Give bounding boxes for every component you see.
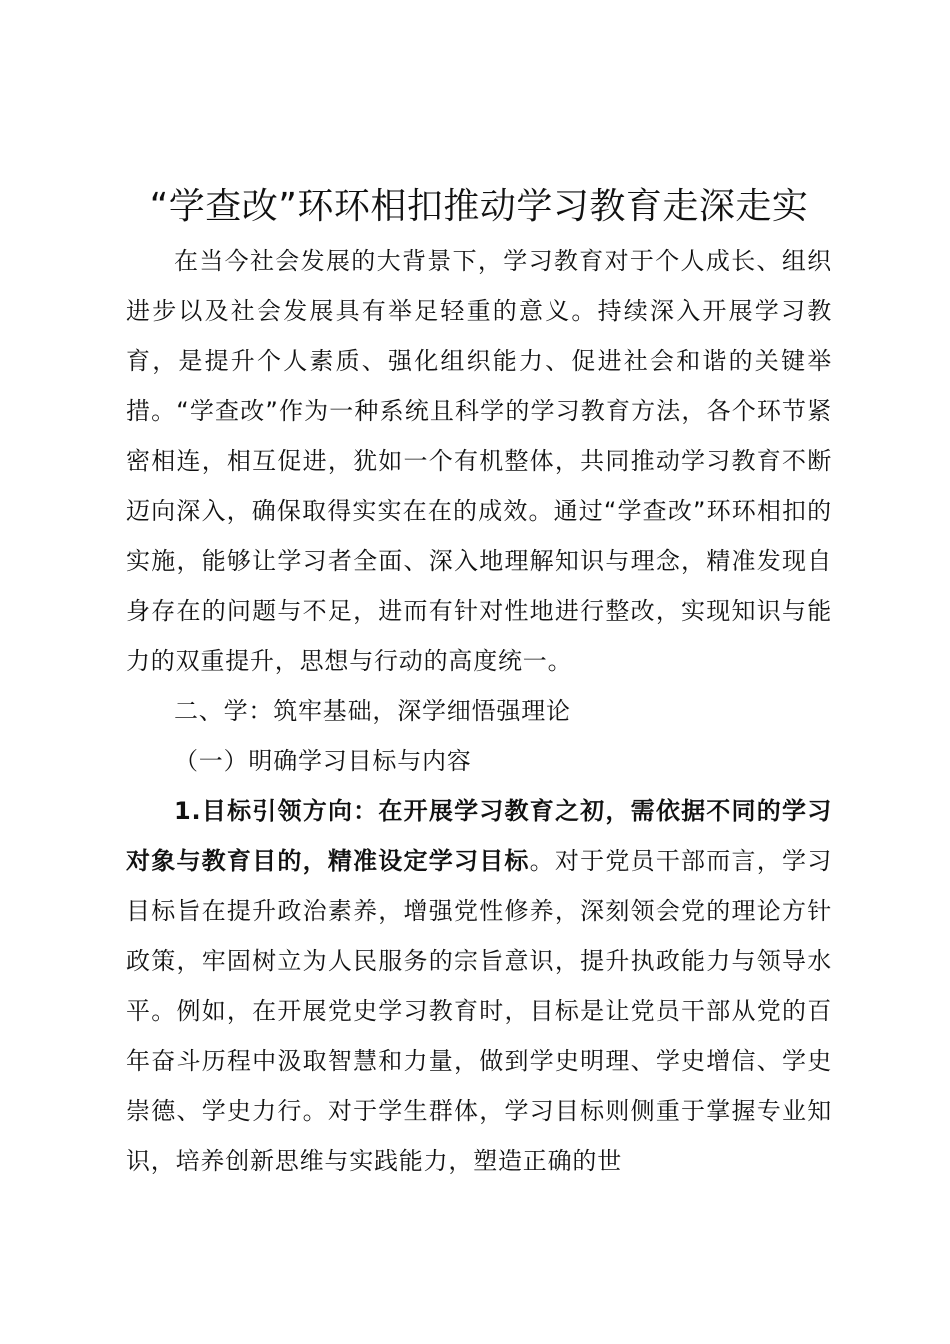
document-page [126, 178, 832, 1186]
section-heading: 二、学：筑牢基础，深学细悟强理论 [174, 697, 571, 725]
document-title: “学查改”环环相扣推动学习教育走深走实 [149, 186, 809, 227]
point-1-paragraph [126, 786, 832, 1186]
point-1-body: 。对于党员干部而言，学习目标旨在提升政治素养，增强党性修养，深刻领会党的理论方针政策，牢固树立为人民服务的宗旨意识，提升执政能力与领导水平。例如，在开展党史学习教育时，目标是让党员干部从党的百年奋斗历程中汲取智慧和力量，做到学史明理、学史增信、学史崇德、学史力行。对于学生群体，学习目标则侧重于掌握专业知识，培养创新思维与实践能力，塑造正确的世 [126, 847, 832, 1175]
subsection-heading: （一）明确学习目标与内容 [174, 747, 472, 775]
intro-paragraph: 在当今社会发展的大背景下，学习教育对于个人成长、组织进步以及社会发展具有举足轻重的意义。持续深入开展学习教育，是提升个人素质、强化组织能力、促进社会和谐的关键举措。“学查改”作为一种系统且科学的学习教育方法，各个环节紧密相连，相互促进，犹如一个有机整体，共同推动学习教育不断迈向深入，确保取得实实在在的成效。通过“学查改”环环相扣的实施，能够让学习者全面、深入地理解知识与理念，精准发现自身存在的问题与不足，进而有针对性地进行整改，实现知识与能力的双重提升，思想与行动的高度统一。 [126, 247, 832, 675]
point-1-lead: 1.目标引领方向：在开展学习教育之初，需依据不同的学习对象与教育目的，精准设定学习目标 [126, 797, 832, 875]
